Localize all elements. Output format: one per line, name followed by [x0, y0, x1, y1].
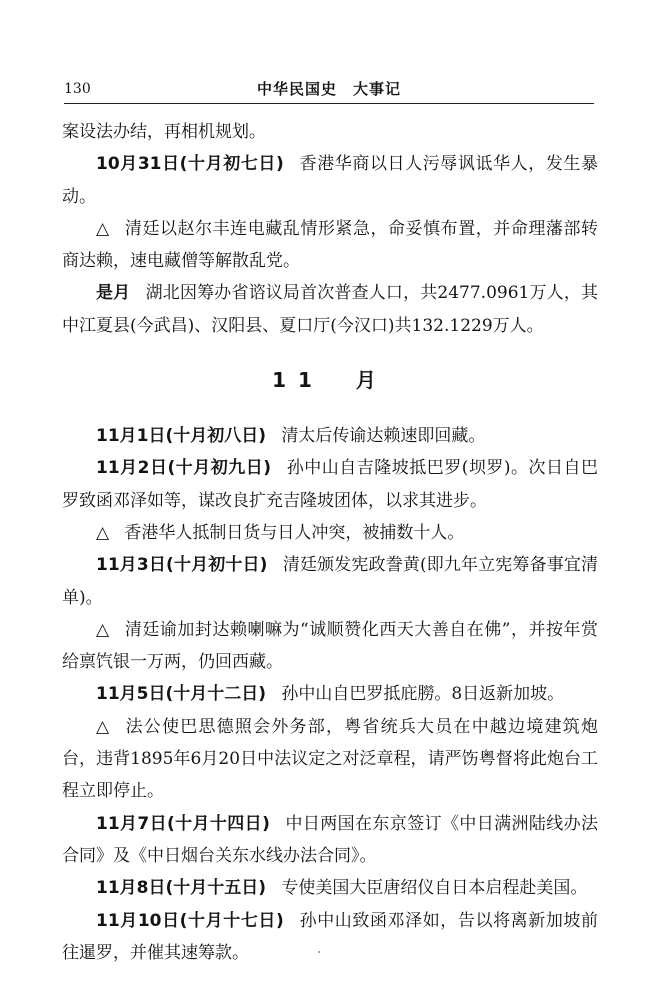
entry-nov-7	[62, 808, 598, 873]
entry-nov-2-additional	[62, 517, 598, 549]
entry-text: 香港华人抵制日货与日人冲突，被捕数十人。	[124, 522, 465, 543]
entry-this-month	[62, 277, 598, 342]
header-rule	[64, 103, 594, 104]
entry-nov-3	[62, 549, 598, 614]
entry-nov-1	[62, 420, 598, 452]
section-heading-november: 11 月	[272, 368, 388, 393]
entry-text: 香港华商以日人污辱讽诋华人，发生暴动。	[62, 154, 599, 207]
page-number: 130	[64, 81, 91, 97]
entry-date: 11月3日(十月初十日)	[96, 555, 268, 576]
entry-text: 清太后传谕达赖速即回藏。	[281, 426, 486, 447]
entry-date: 11月5日(十月十二日)	[96, 684, 267, 705]
entry-nov-3-additional	[62, 614, 598, 679]
entry-oct-31-additional	[62, 213, 598, 278]
entry-text: 中日两国在东京签订《中日满洲陆线办法合同》及《中日烟台关东水线办法合同》。	[62, 813, 599, 866]
entry-text: 清廷以赵尔丰连电藏乱情形紧急，命妥慎布置，并命理藩部转商达赖，速电藏僧等解散乱党。	[62, 218, 599, 272]
entry-date: 10月31日(十月初七日)	[96, 154, 284, 175]
entry-text: 孙中山自吉隆坡抵巴罗(坝罗)。次日自巴罗致函邓泽如等，谋改良扩充吉隆坡团体，以求其进步。	[62, 458, 598, 511]
entry-date: 11月8日(十月十五日)	[96, 878, 267, 899]
entry-date: 11月1日(十月初八日)	[96, 426, 267, 447]
paragraph-text: 案设法办结，再相机规划。	[62, 122, 266, 142]
entry-text: 孙中山致函邓泽如，告以将离新加坡前往暹罗，并催其速筹款。	[62, 910, 599, 963]
triangle-marker: △	[96, 716, 111, 737]
entry-oct-31	[62, 148, 598, 213]
entry-nov-5-additional	[62, 711, 598, 808]
entry-text: 法公使巴思德照会外务部，粤省统兵大员在中越边境建筑炮台，违背1895年6月20日中法议定之对泛章程，请严饬粤督将此炮台工程立即停止。	[62, 716, 599, 802]
entry-text: 专使美国大臣唐绍仪自日本启程赴美国。	[281, 878, 588, 899]
footer-mark	[318, 951, 320, 953]
page-body	[62, 116, 598, 969]
entry-nov-2	[62, 452, 598, 517]
entry-date: 是月	[96, 283, 131, 304]
paragraph-continuation	[62, 116, 598, 148]
entry-text: 清廷谕加封达赖喇嘛为“诚顺赞化西天大善自在佛”，并按年赏给禀饩银一万两，仍回西藏。	[62, 619, 598, 673]
entry-nov-5	[62, 678, 598, 710]
entry-text: 孙中山自巴罗抵庇朥。8日返新加坡。	[281, 684, 565, 705]
entry-date: 11月7日(十月十四日)	[96, 813, 270, 834]
triangle-marker: △	[96, 218, 110, 239]
triangle-marker: △	[96, 619, 110, 640]
entry-date: 11月2日(十月初九日)	[96, 458, 271, 479]
triangle-marker: △	[96, 522, 110, 543]
entry-nov-10	[62, 905, 598, 970]
page-header	[64, 79, 594, 101]
entry-text: 清廷颁发宪政誊黄(即九年立宪筹备事宜清单)。	[62, 555, 598, 608]
entry-nov-8	[62, 872, 598, 904]
running-title: 中华民国史 大事记	[256, 80, 401, 98]
entry-text: 湖北因筹办省谘议局首次普查人口，共2477.0961万人，其中江夏县(今武昌)、汉阳县、夏口厅(今汉口)共132.1229万人。	[62, 283, 598, 336]
entry-date: 11月10日(十月十七日)	[96, 910, 284, 931]
